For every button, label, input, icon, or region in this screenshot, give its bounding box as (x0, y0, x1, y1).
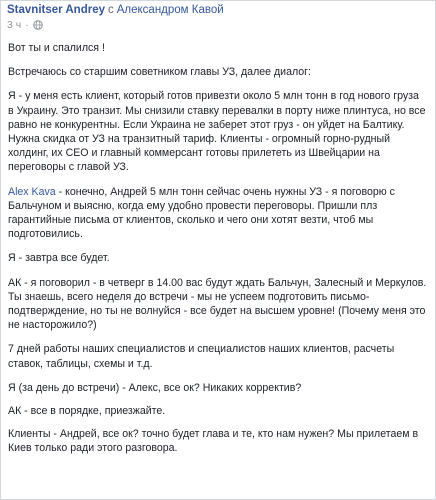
mention-link[interactable]: Alex Kava (8, 185, 56, 198)
post-paragraph: Клиенты - Андрей, все ок? точно будет глава и те, кто нам нужен? Мы прилетаем в Киев только ради этого разговора. (8, 428, 419, 455)
post-paragraph: Я (за день до встречи) - Алекс, все ок? Никаких корректив? (8, 381, 302, 394)
tagged-person-link[interactable]: Александром Кавой (116, 4, 224, 16)
post-paragraph: Вот ты и спалился ! (8, 42, 105, 54)
with-connector: с (108, 4, 114, 16)
post-paragraph: АК - все в порядке, приезжайте. (8, 405, 166, 418)
post-meta (7, 19, 429, 31)
post-header (7, 3, 429, 37)
post-paragraph: АК - я поговорил - в четверг в 14.00 вас будут ждать Бальчун, Залесный и Меркулов. Ты знаешь, всего неделя до встречи - мы не успеем подготовить письмо-подтверждение, но ты не волнуйся - все будет на высшем уровне! (Почему меня это не насторожило?) (8, 276, 427, 332)
post-paragraph (8, 185, 427, 242)
meta-separator: · (25, 19, 29, 31)
post-paragraph: Я - у меня есть клиент, который готов привезти около 5 млн тонн в год нового груза в Украину. Это транзит. Мы снизили ставку перевалки в порту ниже плинтуса, но все равно не конкурентны. Если Украина не заберет этот груз - он уйдет на Балтику. Нужна скидка от УЗ на транзитный тариф. Клиенты - огромный горно-рудный холдинг, их CEO и главный коммерсант готовы прилететь из Швейцарии на переговоры с главой УЗ. (8, 90, 426, 174)
post-timestamp[interactable]: 3 ч (7, 19, 22, 31)
post-paragraph: Встречаюсь со старшим советником главы УЗ, далее диалог: (8, 66, 311, 79)
post-paragraph: 7 дней работы наших специалистов и специалистов наших клиентов, расчеты ставок, таблицы, схемы и т.д. (8, 343, 395, 370)
author-name-link[interactable]: Stavnitser Andrey (7, 4, 105, 16)
post-body (8, 41, 427, 466)
post-paragraph: Я - завтра все будет. (8, 252, 110, 265)
globe-icon[interactable] (33, 20, 43, 30)
paragraph-text: - конечно, Андрей 5 млн тонн сейчас очень нужны УЗ - я поговорю с Бальчуном и выясню, когда ему удобно провести переговоры. Пришли плз гарантийные письма от клиентов, сколько и чего они хотят везти, чтоб мы подготовились. (8, 185, 395, 241)
author-line (7, 3, 429, 17)
